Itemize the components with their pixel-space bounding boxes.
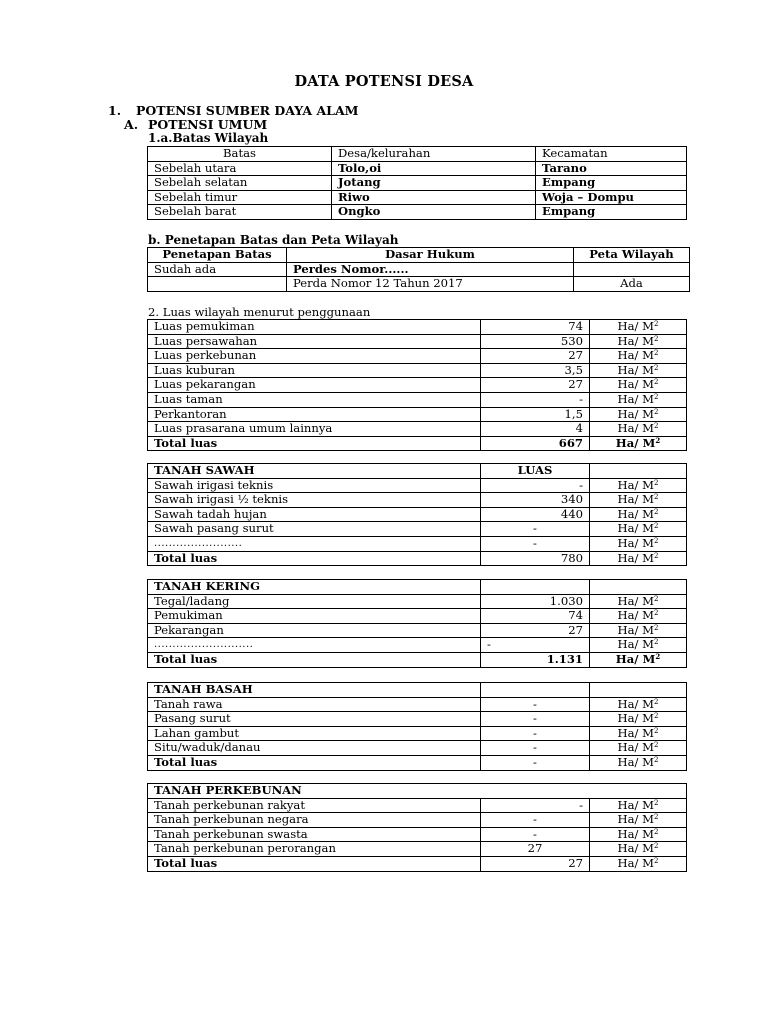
table-row [148,536,687,551]
unit-cell: Ha/ $M^2$ [590,842,687,857]
unit-cell: Ha/ $M^2$ [590,827,687,842]
column-header: Penetapan Batas [148,248,287,263]
cell: 27 [481,623,590,638]
unit-cell: Ha/ $M^2$ [590,813,687,828]
penetapan-heading: b. Penetapan Batas dan Peta Wilayah [148,233,399,247]
unit-cell: Ha/ $M^2$ [590,798,687,813]
cell: 1.030 [481,594,590,609]
table-row [148,422,687,437]
table-row [148,726,687,741]
cell: 3,5 [481,363,590,378]
table-row [148,161,687,176]
cell: 667 [481,436,590,451]
cell: Perkantoran [148,407,481,422]
unit-cell: Ha/ $M^2$ [590,493,687,508]
cell: - [481,755,590,770]
table-row [148,594,687,609]
cell: - [481,697,590,712]
cell: Total luas [148,551,481,566]
section-a-number: A. [124,117,139,132]
table-row [148,205,687,220]
column-header [590,580,687,595]
table-row [148,827,687,842]
cell: Tanah perkebunan negara [148,813,481,828]
cell: Total luas [148,436,481,451]
cell: Ongko [332,205,536,220]
cell: 440 [481,507,590,522]
cell: - [481,522,590,537]
total-row [148,551,687,566]
table-header-row [148,147,687,162]
section-a-heading: POTENSI UMUM [148,117,268,132]
cell: Luas perkebunan [148,349,481,364]
cell: 780 [481,551,590,566]
unit-cell: Ha/ $M^2$ [590,726,687,741]
tanah-kering-table [147,579,687,668]
table-row [148,638,687,653]
cell: 340 [481,493,590,508]
cell: 530 [481,334,590,349]
column-header: TANAH KERING [148,580,481,595]
cell: Sudah ada [148,262,287,277]
table-row [148,349,687,364]
column-header: TANAH SAWAH [148,464,481,479]
penetapan-batas-table [147,247,690,292]
table-row [148,798,687,813]
unit-cell: Ha/ $M^2$ [590,638,687,653]
unit-cell: Ha/ $M^2$ [590,422,687,437]
column-header: Dasar Hukum [287,248,574,263]
unit-cell: Ha/ $M^2$ [590,378,687,393]
column-header: TANAH BASAH [148,683,481,698]
unit-cell: Ha/ $M^2$ [590,697,687,712]
cell: 1,5 [481,407,590,422]
table-row [148,334,687,349]
total-row [148,856,687,871]
luas-wilayah-heading: 2. Luas wilayah menurut penggunaan [148,305,371,319]
table-row [148,741,687,756]
total-row [148,755,687,770]
column-header: Kecamatan [536,147,687,162]
column-header: TANAH PERKEBUNAN [148,784,687,799]
column-header: Batas [148,147,332,162]
table-row [148,712,687,727]
cell: Sebelah selatan [148,176,332,191]
cell: Empang [536,205,687,220]
cell: Tegal/ladang [148,594,481,609]
unit-cell: Ha/ $M^2$ [590,392,687,407]
cell: Luas taman [148,392,481,407]
cell: Pemukiman [148,609,481,624]
table-row [148,609,687,624]
section-1-number: 1. [108,103,122,118]
unit-cell: Ha/ $M^2$ [590,436,687,451]
table-header-row [148,248,690,263]
cell: Sebelah barat [148,205,332,220]
cell: 74 [481,609,590,624]
table-row [148,378,687,393]
cell: ........................ [148,536,481,551]
unit-cell: Ha/ $M^2$ [590,507,687,522]
cell: Tanah rawa [148,697,481,712]
cell: Luas persawahan [148,334,481,349]
cell: Total luas [148,856,481,871]
table-row [148,262,690,277]
cell: 27 [481,349,590,364]
unit-cell: Ha/ $M^2$ [590,478,687,493]
luas-wilayah-table [147,319,687,451]
cell: 74 [481,320,590,335]
column-header: Desa/kelurahan [332,147,536,162]
cell: - [481,827,590,842]
total-row [148,652,687,667]
unit-cell: Ha/ $M^2$ [590,349,687,364]
table-row [148,623,687,638]
unit-cell: Ha/ $M^2$ [590,320,687,335]
cell: 4 [481,422,590,437]
unit-cell: Ha/ $M^2$ [590,407,687,422]
table-row [148,176,687,191]
cell: Situ/waduk/danau [148,741,481,756]
cell: Perda Nomor 12 Tahun 2017 [287,277,574,292]
cell: - [481,478,590,493]
cell: Tanah perkebunan rakyat [148,798,481,813]
cell: Riwo [332,190,536,205]
cell: Woja – Dompu [536,190,687,205]
section-1-heading: POTENSI SUMBER DAYA ALAM [136,103,359,118]
table-row [148,842,687,857]
unit-cell: Ha/ $M^2$ [590,363,687,378]
table-row [148,320,687,335]
table-row [148,493,687,508]
cell: Sebelah timur [148,190,332,205]
tanah-basah-table [147,682,687,771]
batas-wilayah-table [147,146,687,220]
table-header-row [148,464,687,479]
cell: Tanah perkebunan swasta [148,827,481,842]
cell: - [481,798,590,813]
unit-cell: Ha/ $M^2$ [590,652,687,667]
cell: - [481,813,590,828]
unit-cell: Ha/ $M^2$ [590,623,687,638]
cell: - [481,741,590,756]
cell: Pasang surut [148,712,481,727]
cell: Sawah tadah hujan [148,507,481,522]
cell: Luas kuburan [148,363,481,378]
cell: Tolo,oi [332,161,536,176]
unit-cell: Ha/ $M^2$ [590,755,687,770]
table-row [148,813,687,828]
column-header [481,580,590,595]
cell: Sawah irigasi ½ teknis [148,493,481,508]
cell: Tanah perkebunan perorangan [148,842,481,857]
cell: Total luas [148,652,481,667]
cell: Sawah irigasi teknis [148,478,481,493]
table-header-row [148,683,687,698]
cell [148,277,287,292]
cell: Ada [574,277,690,292]
unit-cell: Ha/ $M^2$ [590,536,687,551]
cell: - [481,726,590,741]
cell: Perdes Nomor...... [287,262,574,277]
cell: Luas prasarana umum lainnya [148,422,481,437]
cell: Lahan gambut [148,726,481,741]
table-row [148,478,687,493]
cell: ........................... [148,638,481,653]
cell: - [481,536,590,551]
cell: Empang [536,176,687,191]
table-row [148,363,687,378]
table-row [148,522,687,537]
cell: Luas pemukiman [148,320,481,335]
unit-cell: Ha/ $M^2$ [590,334,687,349]
unit-cell: Ha/ $M^2$ [590,741,687,756]
cell: 27 [481,842,590,857]
column-header: LUAS [481,464,590,479]
column-header [590,683,687,698]
cell: Tarano [536,161,687,176]
tanah-sawah-table [147,463,687,566]
tanah-perkebunan-table [147,783,687,872]
cell: - [481,392,590,407]
cell: Jotang [332,176,536,191]
cell: Sebelah utara [148,161,332,176]
column-header [481,683,590,698]
cell: Luas pekarangan [148,378,481,393]
table-row [148,190,687,205]
batas-wilayah-heading: 1.a.Batas Wilayah [148,131,269,145]
table-row [148,392,687,407]
document-title: DATA POTENSI DESA [294,73,474,90]
cell: 27 [481,856,590,871]
unit-cell: Ha/ $M^2$ [590,551,687,566]
cell: 27 [481,378,590,393]
table-row [148,277,690,292]
table-row [148,507,687,522]
table-header-row [148,784,687,799]
column-header: Peta Wilayah [574,248,690,263]
cell [574,262,690,277]
total-row [148,436,687,451]
column-header [590,464,687,479]
cell: - [481,712,590,727]
unit-cell: Ha/ $M^2$ [590,609,687,624]
unit-cell: Ha/ $M^2$ [590,712,687,727]
unit-cell: Ha/ $M^2$ [590,856,687,871]
table-row [148,407,687,422]
cell: Pekarangan [148,623,481,638]
table-row [148,697,687,712]
cell: - [481,638,590,653]
cell: Total luas [148,755,481,770]
unit-cell: Ha/ $M^2$ [590,522,687,537]
cell: Sawah pasang surut [148,522,481,537]
cell: 1.131 [481,652,590,667]
unit-cell: Ha/ $M^2$ [590,594,687,609]
table-header-row [148,580,687,595]
